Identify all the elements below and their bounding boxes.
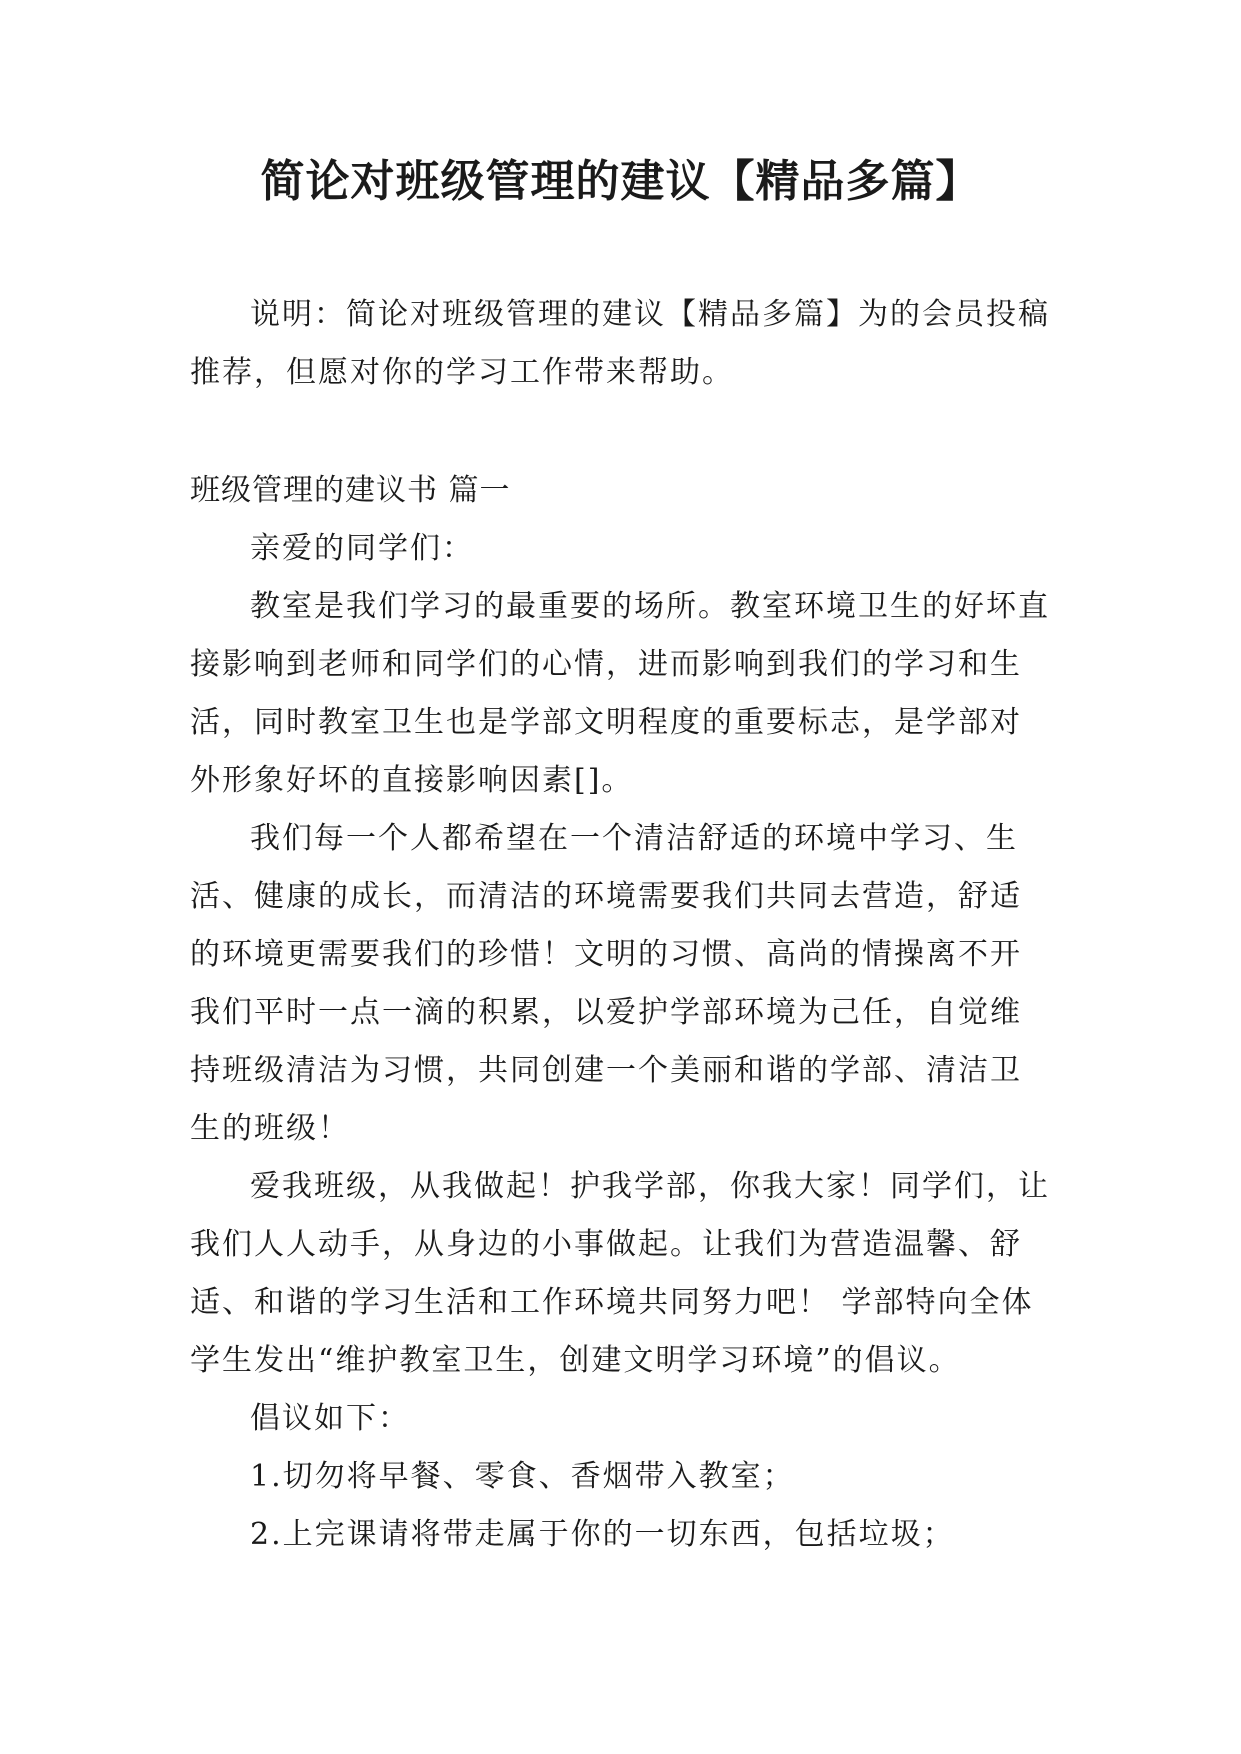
proposal-intro: 倡议如下： — [250, 1401, 410, 1436]
intro-block — [190, 286, 1052, 402]
list-item: 1.切勿将早餐、零食、香烟带入教室； — [250, 1459, 795, 1494]
document-title: 简论对班级管理的建议【精品多篇】 — [260, 156, 981, 207]
body-paragraph: 爱我班级，从我做起！护我学部，你我大家！同学们，让我们人人动手，从身边的小事做起。让我们为营造温馨、舒适、和谐的学习生活和工作环境共同努力吧！ 学部特向全体学生发出“维护教室卫生，创建文明学习环境”的倡议。 — [190, 1169, 1050, 1378]
list-item: 2.上完课请将带走属于你的一切东西，包括垃圾； — [250, 1517, 955, 1552]
salutation: 亲爱的同学们： — [250, 531, 474, 566]
intro-paragraph: 说明：简论对班级管理的建议【精品多篇】为的会员投稿推荐，但愿对你的学习工作带来帮助。 — [190, 297, 1050, 390]
main-content — [190, 462, 1052, 1564]
body-paragraph: 我们每一个人都希望在一个清洁舒适的环境中学习、生活、健康的成长，而清洁的环境需要我们共同去营造，舒适的环境更需要我们的珍惜！文明的习惯、高尚的情操离不开我们平时一点一滴的积累，以爱护学部环境为己任，自觉维持班级清洁为习惯，共同创建一个美丽和谐的学部、清洁卫生的班级！ — [190, 821, 1022, 1146]
section-heading: 班级管理的建议书 篇一 — [190, 473, 511, 508]
body-paragraph: 教室是我们学习的最重要的场所。教室环境卫生的好坏直接影响到老师和同学们的心情，进而影响到我们的学习和生活，同时教室卫生也是学部文明程度的重要标志，是学部对外形象好坏的直接影响因素[]。 — [190, 589, 1050, 798]
